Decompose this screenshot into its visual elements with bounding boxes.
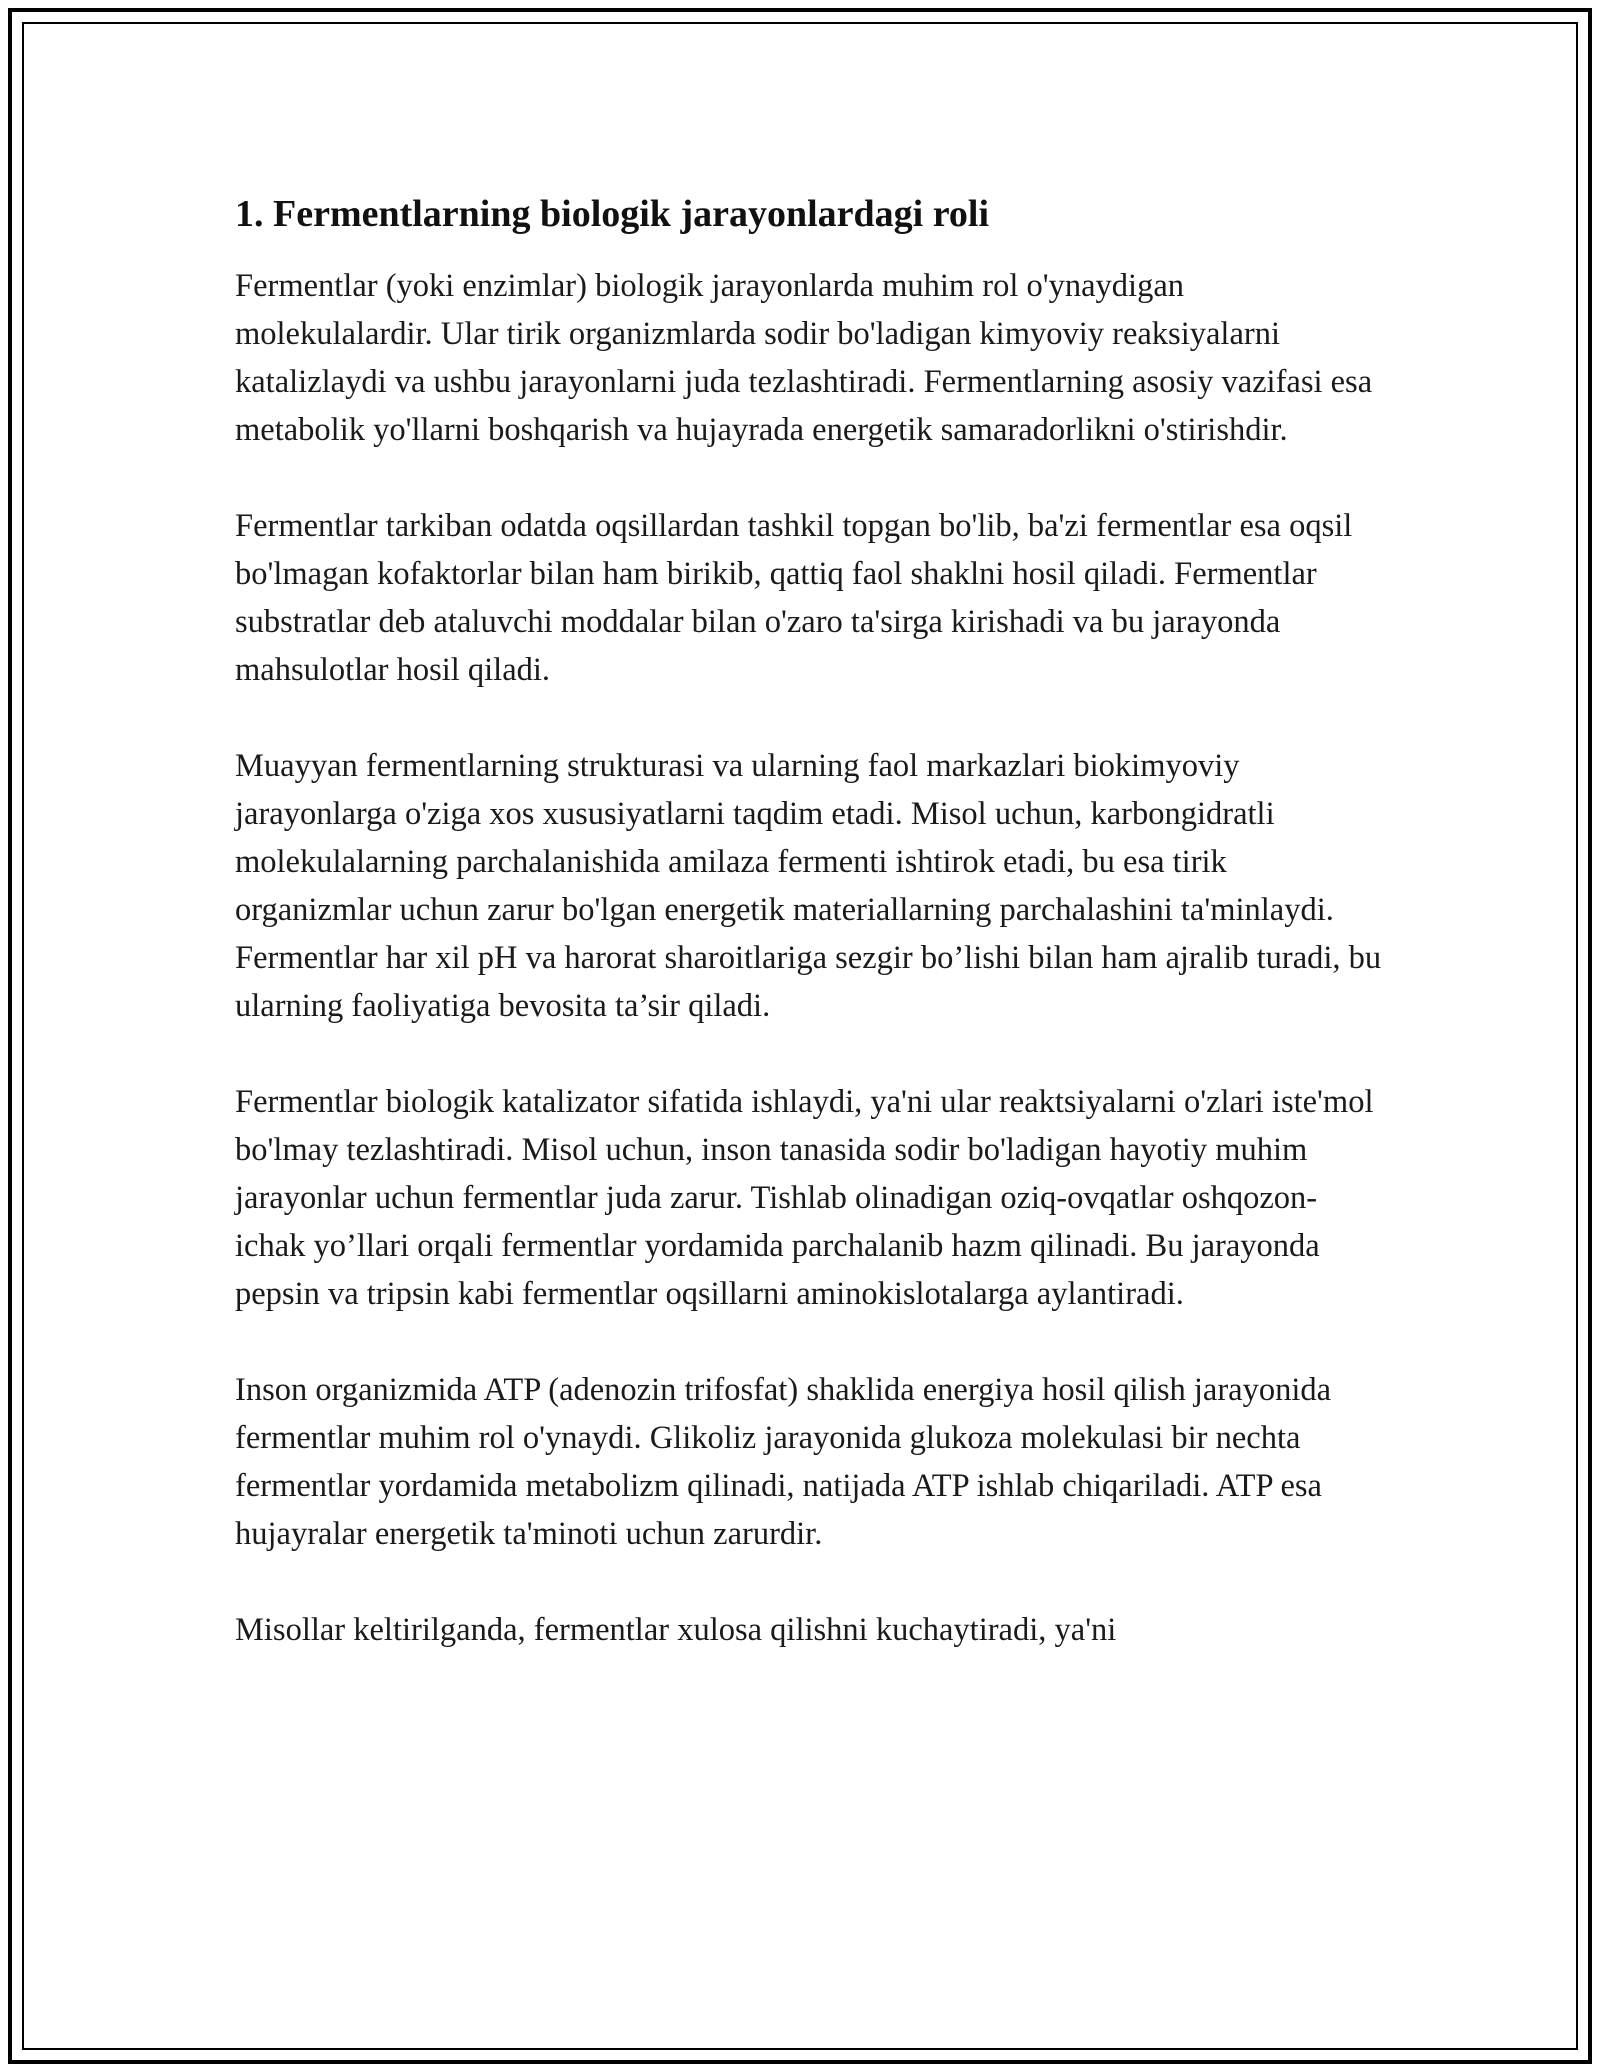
document-body xyxy=(235,190,1385,1654)
paragraph-3: Muayyan fermentlarning strukturasi va ularning faol markazlari biokimyoviy jarayonlarga o'ziga xos xususiyatlarni taqdim etadi. Misol uchun, karbongidratli molekulalarning parchalanishida amilaza fermenti ishtirok etadi, bu esa tirik organizmlar uchun zarur bo'lgan energetik materiallarning parchalashini ta'minlaydi. Fermentlar har xil pH va harorat sharoitlariga sezgir bo’lishi bilan ham ajralib turadi, bu ularning faoliyatiga bevosita ta’sir qiladi. xyxy=(235,748,1382,1024)
paragraph-1: Fermentlar (yoki enzimlar) biologik jarayonlarda muhim rol o'ynaydigan molekulalardir. Ular tirik organizmlarda sodir bo'ladigan kimyoviy reaksiyalarni katalizlaydi va ushbu jarayonlarni juda tezlashtiradi. Fermentlarning asosiy vazifasi esa metabolik yo'llarni boshqarish va hujayrada energetik samaradorlikni o'stirishdir. xyxy=(235,268,1373,448)
paragraph-6: Misollar keltirilganda, fermentlar xulosa qilishni kuchaytiradi, ya'ni xyxy=(235,1612,1117,1648)
paragraph-5: Inson organizmida ATP (adenozin trifosfat) shaklida energiya hosil qilish jarayonida fermentlar muhim rol o'ynaydi. Glikoliz jarayonida glukoza molekulasi bir nechta fermentlar yordamida metabolizm qilinadi, natijada ATP ishlab chiqariladi. ATP esa hujayralar energetik ta'minoti uchun zarurdir. xyxy=(235,1372,1332,1552)
section-heading: 1. Fermentlarning biologik jarayonlardagi roli xyxy=(235,193,990,235)
paragraph-4: Fermentlar biologik katalizator sifatida ishlaydi, ya'ni ular reaktsiyalarni o'zlari iste'mol bo'lmay tezlashtiradi. Misol uchun, inson tanasida sodir bo'ladigan hayotiy muhim jarayonlar uchun fermentlar juda zarur. Tishlab olinadigan oziq-ovqatlar oshqozon-ichak yo’llari orqali fermentlar yordamida parchalanib hazm qilinadi. Bu jarayonda pepsin va tripsin kabi fermentlar oqsillarni aminokislotalarga aylantiradi. xyxy=(235,1084,1374,1312)
paragraph-2: Fermentlar tarkiban odatda oqsillardan tashkil topgan bo'lib, ba'zi fermentlar esa oqsil bo'lmagan kofaktorlar bilan ham birikib, qattiq faol shaklni hosil qiladi. Fermentlar substratlar deb ataluvchi moddalar bilan o'zaro ta'sirga kirishadi va bu jarayonda mahsulotlar hosil qiladi. xyxy=(235,508,1353,688)
